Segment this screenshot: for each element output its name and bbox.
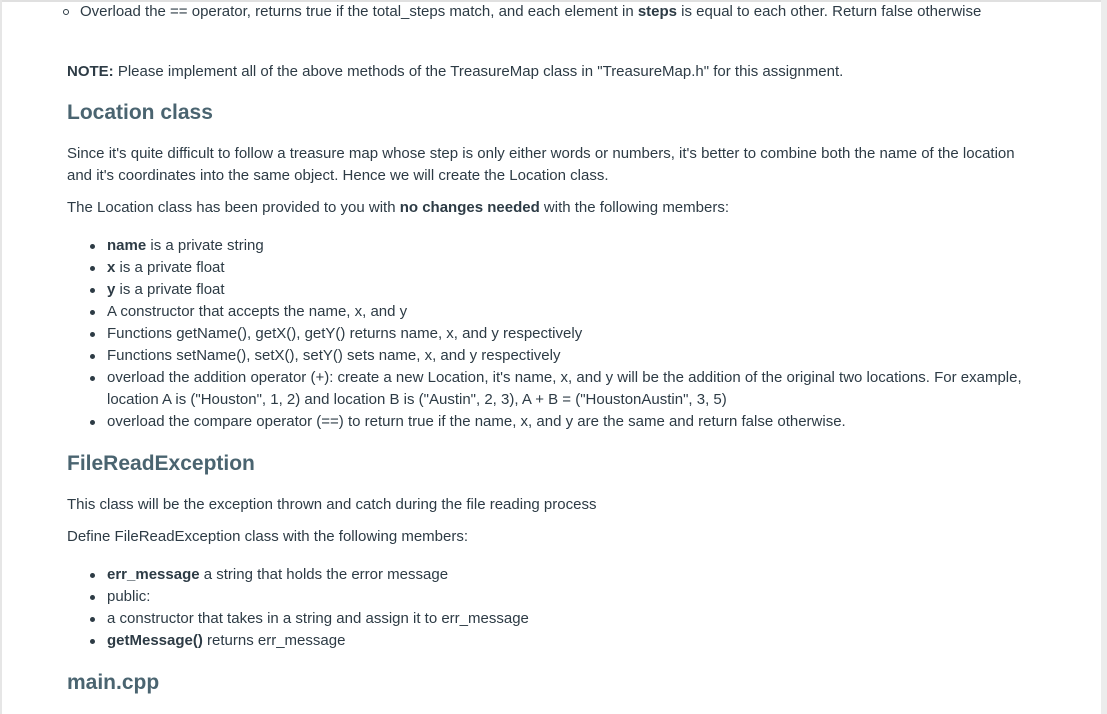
list-item: y is a private float <box>67 279 1027 301</box>
section-heading-main-cpp: main.cpp <box>67 671 160 694</box>
filereadexception-define: Define FileReadException class with the following members: <box>67 528 469 545</box>
filereadexception-members-list <box>67 564 1027 652</box>
location-intro: Since it's quite difficult to follow a treasure map whose step is only either words or numbers, it's better to combine both the name of the location and it's coordinates into the same object. Hence we will create the Location class. <box>67 145 1015 184</box>
list-item: name is a private string <box>67 235 1027 257</box>
section-heading-location: Location class <box>67 101 213 124</box>
note-label: NOTE: <box>67 63 114 80</box>
list-item: Functions getName(), getX(), getY() returns name, x, and y respectively <box>67 323 1027 345</box>
scrollbar-track[interactable] <box>1101 0 1107 714</box>
left-border <box>0 0 2 714</box>
location-members-list <box>67 235 1027 433</box>
list-item: Overload the == operator, returns true if the total_steps match, and each element in steps is equal to each other. Return false otherwise <box>0 1 1030 23</box>
list-item: err_message a string that holds the error message <box>67 564 1027 586</box>
filereadexception-intro: This class will be the exception thrown and catch during the file reading process <box>67 496 597 513</box>
location-provided: The Location class has been provided to you with no changes needed with the following members: <box>67 199 729 216</box>
list-item: Functions setName(), setX(), setY() sets name, x, and y respectively <box>67 345 1027 367</box>
overload-sublist <box>0 1 1030 23</box>
list-item: a constructor that takes in a string and assign it to err_message <box>67 608 1027 630</box>
list-item: x is a private float <box>67 257 1027 279</box>
list-item: overload the compare operator (==) to return true if the name, x, and y are the same and return false otherwise. <box>67 411 1027 433</box>
list-item: A constructor that accepts the name, x, and y <box>67 301 1027 323</box>
list-item: overload the addition operator (+): create a new Location, it's name, x, and y will be the addition of the original two locations. For example, location A is ("Houston", 1, 2) and location B is ("Austin", 2, 3), A + B = ("HoustonAustin", 3, 5) <box>67 367 1027 411</box>
list-item: getMessage() returns err_message <box>67 630 1027 652</box>
note-paragraph: NOTE: Please implement all of the above methods of the TreasureMap class in "TreasureMap.h" for this assignment. <box>67 63 844 80</box>
list-item: public: <box>67 586 1027 608</box>
section-heading-filereadexception: FileReadException <box>67 452 255 475</box>
